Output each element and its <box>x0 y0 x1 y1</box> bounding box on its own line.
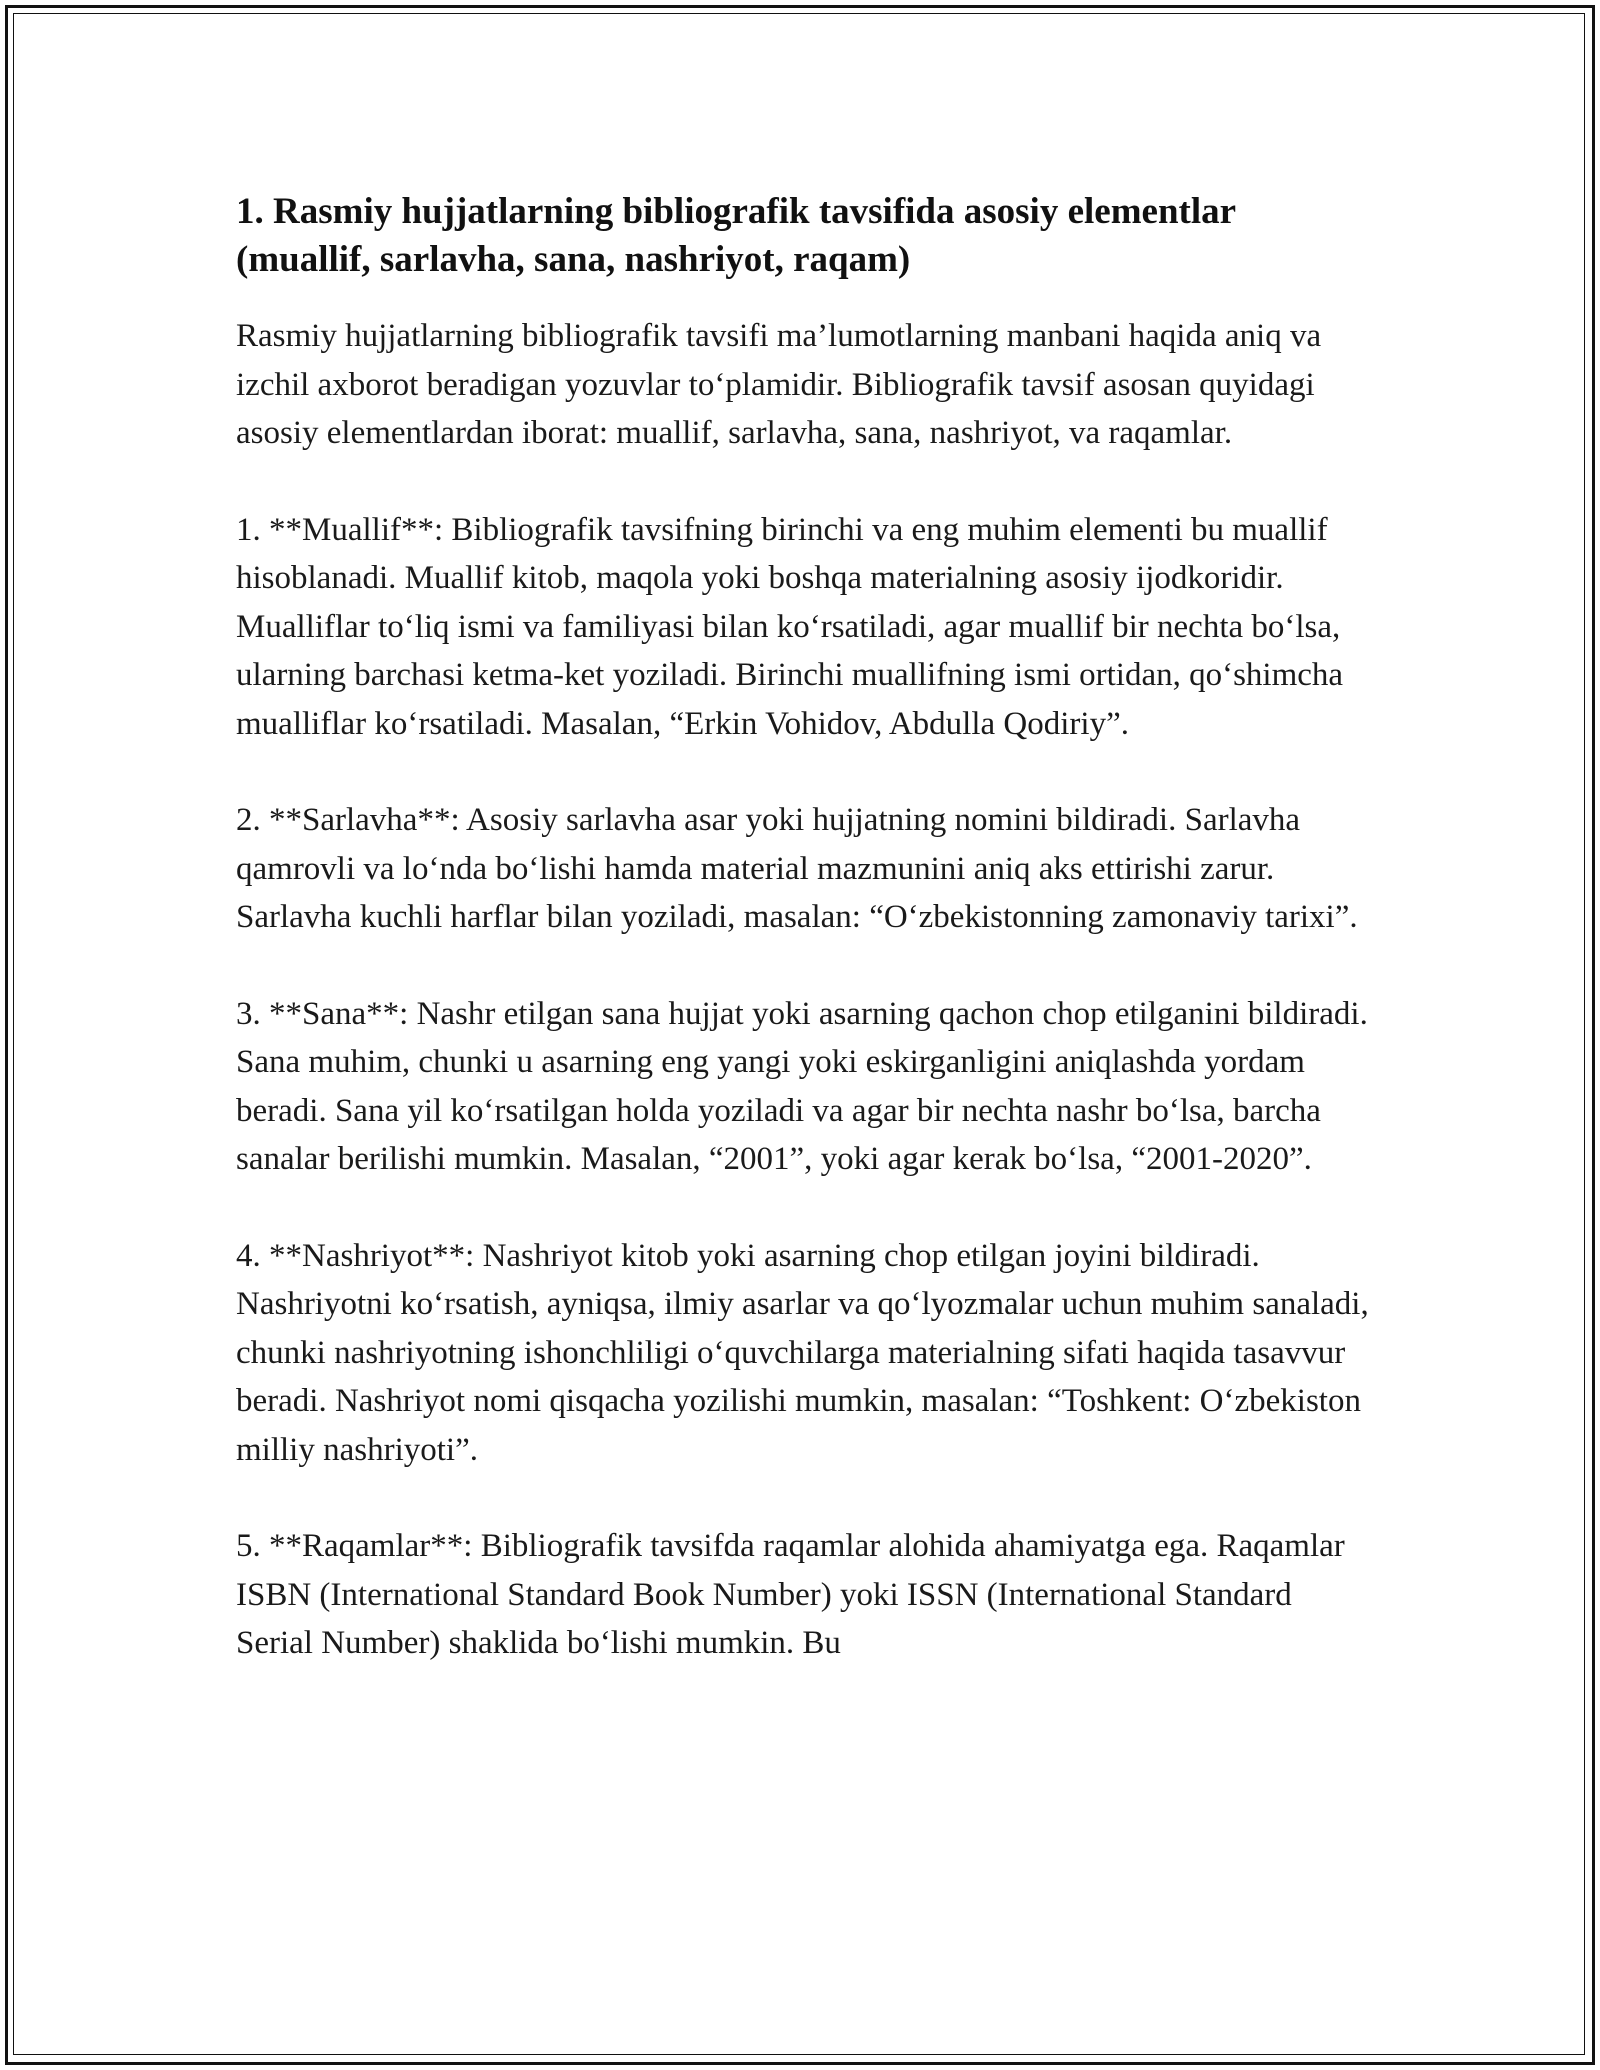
intro-paragraph: Rasmiy hujjatlarning bibliografik tavsifi ma’lumotlarning manbani haqida aniq va izchil axborot beradigan yozuvlar to‘plamidir. Bibliografik tavsif asosan quyidagi asosiy elementlardan iborat: muallif, sarlavha, sana, nashriyot, va raqamlar. <box>236 318 1322 451</box>
paragraph-sana: 3. **Sana**: Nashr etilgan sana hujjat yoki asarning qachon chop etilganini bildiradi. Sana muhim, chunki u asarning eng yangi yoki eskirganligini aniqlashda yordam beradi. Sana yil ko‘rsatilgan holda yoziladi va agar bir nechta nashr bo‘lsa, barcha sanalar berilishi mumkin. Masalan, “2001”, yoki agar kerak bo‘lsa, “2001-2020”. <box>236 995 1368 1177</box>
section-title: 1. Rasmiy hujjatlarning bibliografik tavsifida asosiy elementlar (muallif, sarlavha, sana, nashriyot, raqam) <box>236 191 1236 280</box>
document-page <box>236 188 1376 1716</box>
paragraph-muallif: 1. **Muallif**: Bibliografik tavsifning birinchi va eng muhim elementi bu muallif hisoblanadi. Muallif kitob, maqola yoki boshqa materialning asosiy ijodkoridir. Mualliflar to‘liq ismi va familiyasi bilan ko‘rsatiladi, agar muallif bir nechta bo‘lsa, ularning barchasi ketma-ket yoziladi. Birinchi muallifning ismi ortidan, qo‘shimcha mualliflar ko‘rsatiladi. Masalan, “Erkin Vohidov, Abdulla Qodiriy”. <box>236 511 1344 742</box>
paragraph-raqamlar: 5. **Raqamlar**: Bibliografik tavsifda raqamlar alohida ahamiyatga ega. Raqamlar ISBN (International Standard Book Number) yoki ISSN (International Standard Serial Number) shaklida bo‘lishi mumkin. Bu <box>236 1528 1345 1661</box>
paragraph-sarlavha: 2. **Sarlavha**: Asosiy sarlavha asar yoki hujjatning nomini bildiradi. Sarlavha qamrovli va lo‘nda bo‘lishi hamda material mazmunini aniq aks ettirishi zarur. Sarlavha kuchli harflar bilan yoziladi, masalan: “O‘zbekistonning zamonaviy tarixi”. <box>236 802 1358 935</box>
paragraph-nashriyot: 4. **Nashriyot**: Nashriyot kitob yoki asarning chop etilgan joyini bildiradi. Nashriyotni ko‘rsatish, ayniqsa, ilmiy asarlar va qo‘lyozmalar uchun muhim sanaladi, chunki nashriyotning ishonchliligi o‘quvchilarga materialning sifati haqida tasavvur beradi. Nashriyot nomi qisqacha yozilishi mumkin, masalan: “Toshkent: O‘zbekiston milliy nashriyoti”. <box>236 1237 1369 1468</box>
